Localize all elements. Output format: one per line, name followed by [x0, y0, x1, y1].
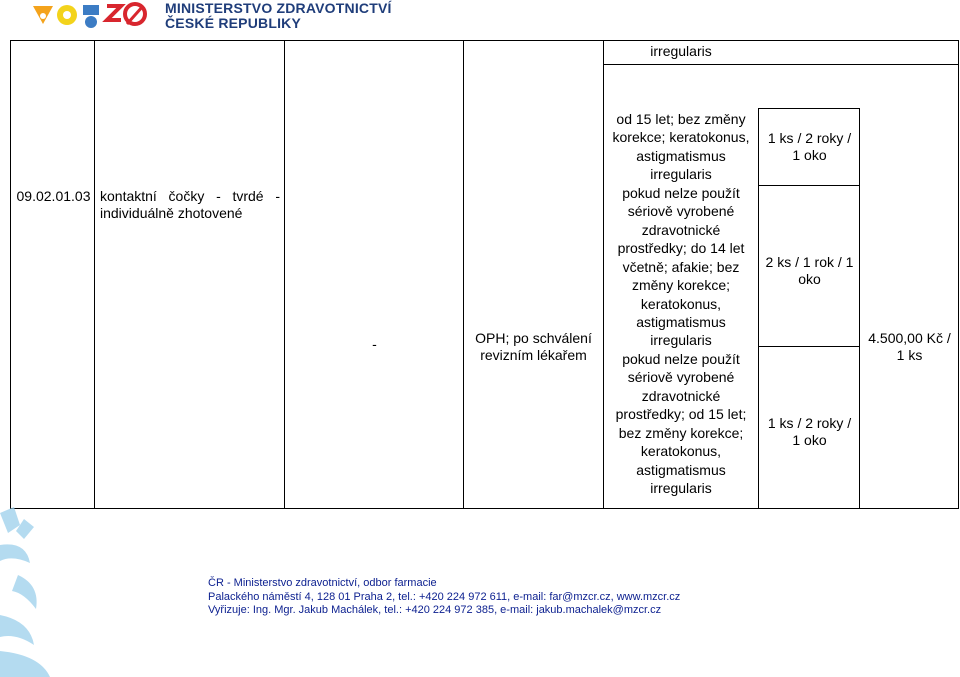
indication-line: irregularis [650, 480, 712, 497]
limit-line: 2 ks / 1 rok / 1 [765, 254, 854, 270]
limit-line: 1 ks / 2 roky / [767, 415, 852, 431]
indication-line: včetně; afakie; bez [622, 258, 740, 275]
limit-cell [759, 130, 860, 164]
indication-line: astigmatismus [636, 147, 726, 164]
indication-line: sériově vyrobené [627, 203, 735, 220]
indication-line: zdravotnické [641, 221, 721, 238]
indication-line: korekce; keratokonus, [612, 129, 750, 146]
indication-line: keratokonus, [640, 443, 722, 460]
name-line: individuálně zhotovené [100, 205, 243, 221]
indication-line: astigmatismus [636, 461, 726, 478]
indication-line: změny korekce; [631, 277, 731, 294]
limit-line: 1 ks / 2 roky / [767, 130, 852, 146]
indication-line: prostředky; do 14 let [617, 240, 745, 257]
limit-cell [759, 254, 860, 288]
ministry-logo-title: MINISTERSTVO ZDRAVOTNICTVÍ ČESKÉ REPUBLIKY [165, 0, 392, 31]
indication-line: bez změny korekce; [618, 424, 744, 441]
indication-line: sériově vyrobené [627, 369, 735, 386]
indication-line: astigmatismus [636, 313, 726, 330]
prescriber-line: OPH; po schválení [475, 330, 592, 346]
code-cell: 09.02.01.03 [16, 188, 91, 204]
page-footer [208, 577, 680, 618]
limit-line: 1 oko [792, 432, 827, 448]
footer-line: Vyřizuje: Ing. Mgr. Jakub Machálek, tel.: +420 224 972 385, e-mail: jakub.machalek@mzcr.cz [208, 604, 662, 616]
prescriber-cell [464, 330, 603, 364]
indication-line: irregularis [650, 332, 712, 349]
indication-line: od 15 let; bez změny [616, 111, 746, 127]
indication-line: prostředky; od 15 let; [615, 406, 747, 423]
name-line: kontaktní čočky - tvrdé - [100, 188, 280, 204]
footer-line: Palackého náměstí 4, 128 01 Praha 2, tel.: +420 224 972 611, e-mail: far@mzcr.cz, www.mzcr.cz [208, 590, 681, 603]
indication-line: pokud nelze použít [622, 350, 740, 367]
top-cell: irregularis [650, 43, 712, 59]
limit-cell [759, 415, 860, 449]
indication-line: irregularis [650, 166, 712, 183]
name-cell [96, 188, 284, 222]
limit-line: 1 oko [792, 147, 827, 163]
footer-line: ČR - Ministerstvo zdravotnictví, odbor farmacie [208, 577, 437, 589]
price-line: 1 ks [896, 347, 923, 363]
dash-cell: - [372, 336, 377, 352]
limit-line: oko [798, 271, 821, 287]
indication-line: zdravotnické [641, 387, 721, 404]
indication-line: pokud nelze použít [622, 184, 740, 201]
prescriber-line: revizním lékařem [480, 347, 587, 363]
price-cell [860, 330, 959, 364]
price-line: 4.500,00 Kč / [868, 330, 951, 346]
indications-cell [603, 110, 759, 498]
indication-line: keratokonus, [640, 295, 722, 312]
decorative-swirl-icon [0, 505, 60, 677]
